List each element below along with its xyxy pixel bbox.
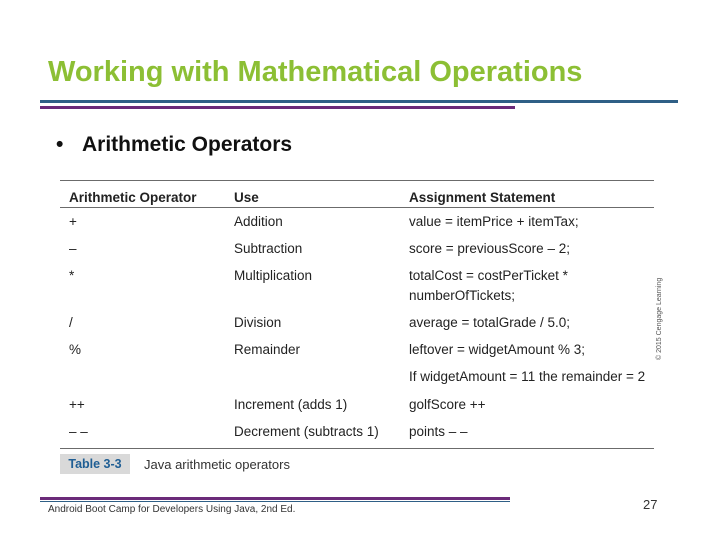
header-use: Use — [234, 190, 259, 205]
row-statement: score = previousScore – 2; — [409, 241, 570, 256]
row-operator: ++ — [69, 397, 85, 412]
table-rule-bottom — [60, 448, 654, 449]
row-operator: * — [69, 268, 75, 283]
title-underline-purple — [40, 106, 515, 109]
row-operator: – — [69, 241, 77, 256]
row-use: Decrement (subtracts 1) — [234, 424, 379, 439]
row-statement-continued: If widgetAmount = 11 the remainder = 2 — [409, 369, 646, 384]
bullet-text: Arithmetic Operators — [82, 133, 293, 156]
row-operator: % — [69, 342, 82, 357]
row-statement: average = totalGrade / 5.0; — [409, 315, 570, 330]
row-use: Remainder — [234, 342, 301, 357]
operators-table — [60, 178, 663, 476]
row-operator: + — [69, 214, 77, 229]
table-caption-tag: Table 3-3 — [60, 454, 130, 474]
row-use: Subtraction — [234, 241, 303, 256]
row-use: Addition — [234, 214, 283, 229]
title-underline-blue — [40, 100, 678, 103]
row-statement: totalCost = costPerTicket * — [409, 268, 568, 283]
bullet-dot: • — [56, 133, 64, 156]
table-rule-header — [60, 207, 654, 208]
row-operator: – – — [69, 424, 88, 439]
bullet-item — [56, 133, 292, 157]
row-use: Division — [234, 315, 282, 330]
header-operator: Arithmetic Operator — [69, 190, 197, 205]
table-caption: Java arithmetic operators — [144, 457, 290, 472]
row-statement: value = itemPrice + itemTax; — [409, 214, 579, 229]
slide-title: Working with Mathematical Operations — [48, 56, 583, 88]
row-statement: points – – — [409, 424, 468, 439]
footer-rule-purple — [40, 497, 510, 500]
row-use: Increment (adds 1) — [234, 397, 348, 412]
copyright-credit: © 2015 Cengage Learning — [656, 277, 663, 360]
footer-text: Android Boot Camp for Developers Using Java, 2nd Ed. — [48, 504, 296, 515]
header-statement: Assignment Statement — [409, 190, 556, 205]
page-number: 27 — [643, 497, 658, 512]
row-statement: leftover = widgetAmount % 3; — [409, 342, 585, 357]
row-statement: golfScore ++ — [409, 397, 486, 412]
footer-rule-blue — [40, 501, 510, 502]
row-use: Multiplication — [234, 268, 313, 283]
row-operator: / — [69, 315, 73, 330]
row-statement-continued: numberOfTickets; — [409, 288, 516, 303]
table-rule-top — [60, 180, 654, 181]
